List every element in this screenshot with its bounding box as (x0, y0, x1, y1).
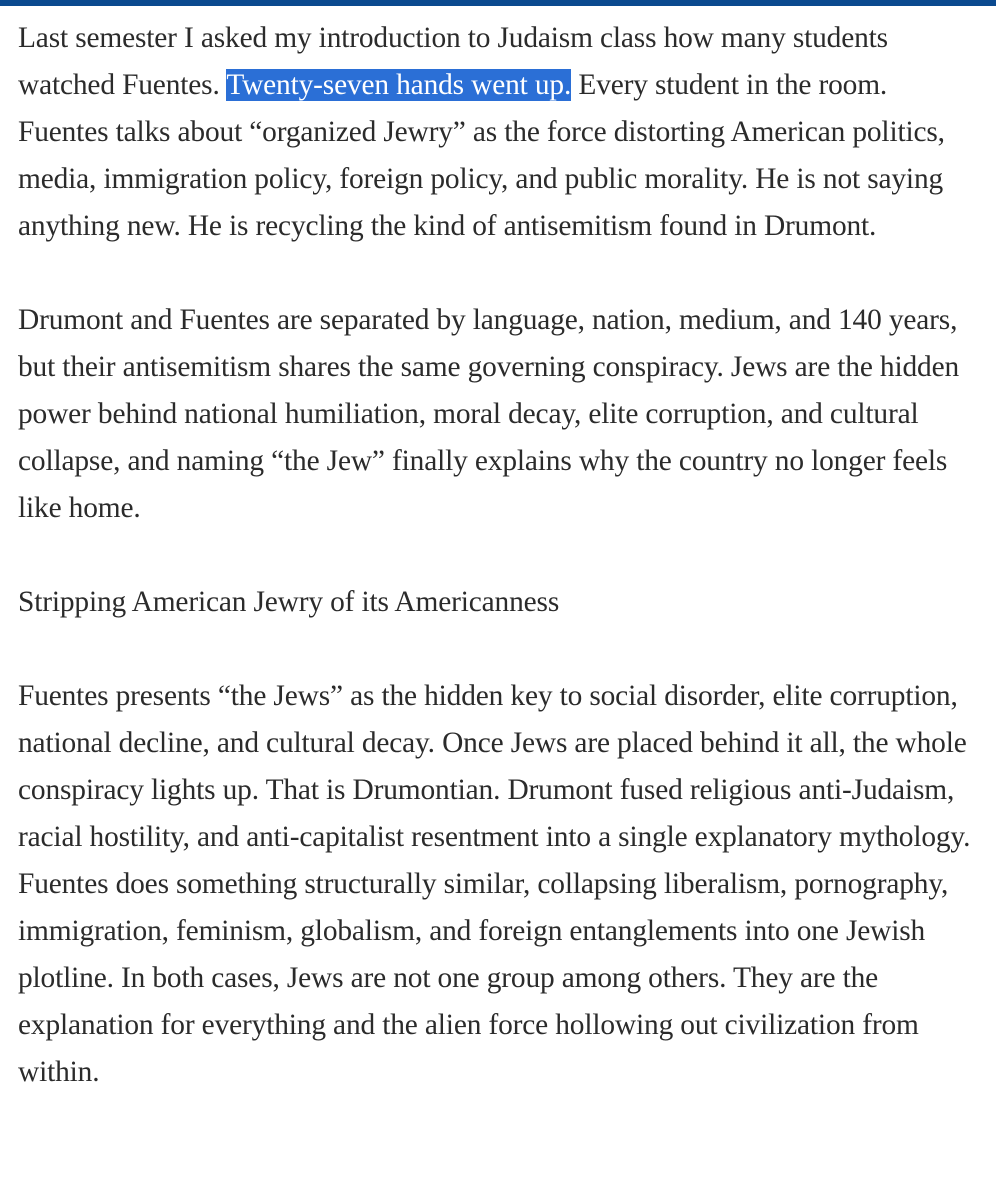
selected-text-highlight[interactable]: Twenty-seven hands went up. (226, 69, 572, 101)
paragraph-3: Fuentes presents “the Jews” as the hidden key to social disorder, elite corruption, national decline, and cultural decay. Once Jews are placed behind it all, the whole conspiracy lights up. That is Drumontian. Drumont fused religious anti-Judaism, racial hostility, and anti-capitalist resentment into a single explanatory mythology. Fuentes does something structurally similar, collapsing liberalism, pornography, immigration, feminism, globalism, and foreign entanglements into one Jewish plotline. In both cases, Jews are not one group among others. They are the explanation for everything and the alien force hollowing out civilization from within. (18, 680, 971, 1088)
paragraph-2: Drumont and Fuentes are separated by language, nation, medium, and 140 years, but their antisemitism shares the same governing conspiracy. Jews are the hidden power behind national humiliation, moral decay, elite corruption, and cultural collapse, and naming “the Jew” finally explains why the country no longer feels like home. (18, 304, 960, 524)
section-heading: Stripping American Jewry of its Americanness (18, 586, 560, 618)
paragraph-1 (18, 15, 978, 250)
paragraph-1-text-before: Last semester I asked my introduction to Judaism class how many students watched Fuentes. (18, 22, 888, 101)
article-body (18, 15, 978, 1096)
top-accent-bar (0, 0, 996, 6)
paragraph-1-text-after: Every student in the room. Fuentes talks about “organized Jewry” as the force distorting American politics, media, immigration policy, foreign policy, and public morality. He is not saying anything new. He is recycling the kind of antisemitism found in Drumont. (18, 69, 945, 242)
